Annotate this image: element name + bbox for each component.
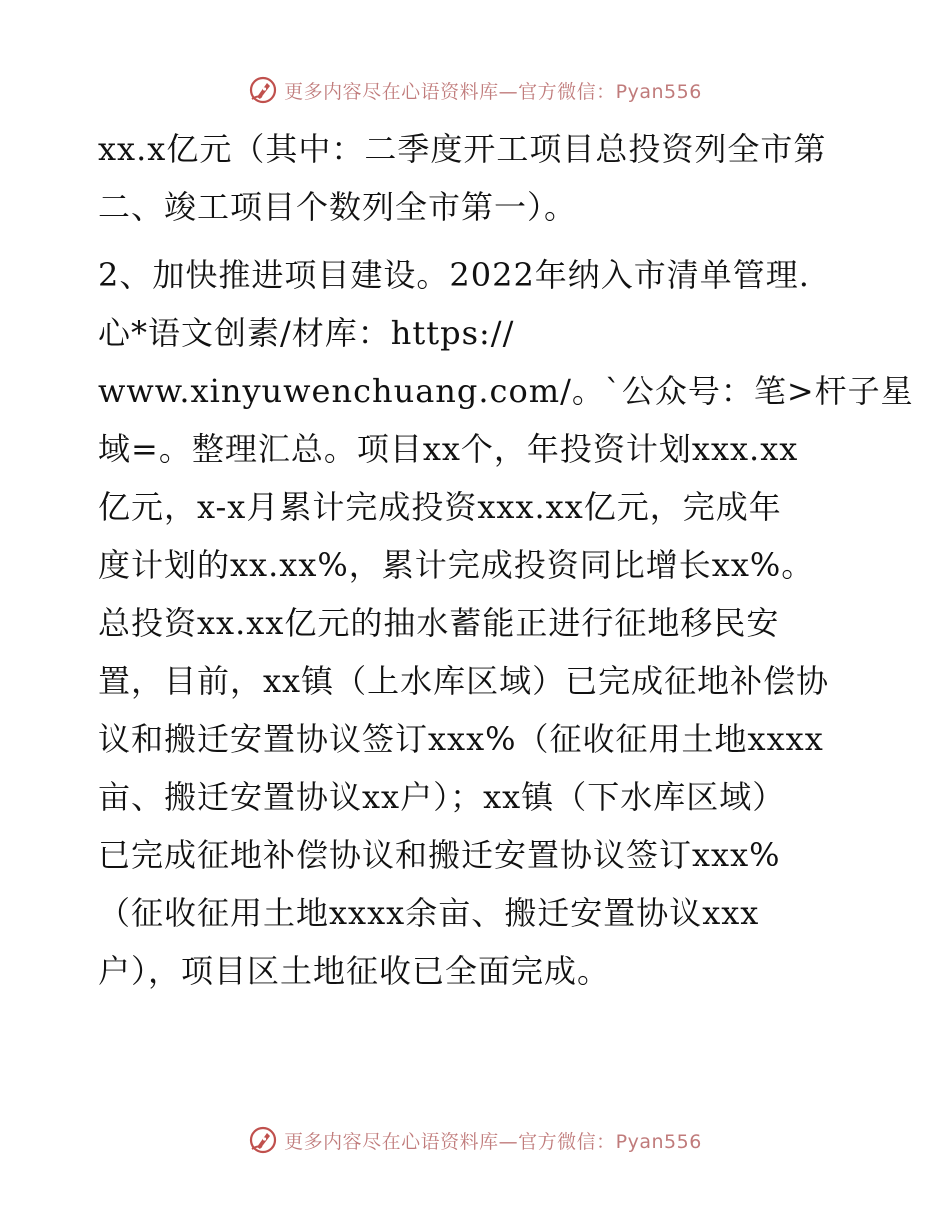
body-line: 域=。整理汇总。项目xx个，年投资计划xxx.xx	[98, 430, 799, 468]
body-line: 亿元，x-x月累计完成投资xxx.xx亿元，完成年	[98, 488, 782, 526]
body-line: 心*语文创素/材库：https://	[98, 314, 515, 352]
header-site-text: 更多内容尽在心语资料库	[284, 80, 499, 103]
pen-nib-logo-icon	[248, 1125, 278, 1155]
header-separator: —	[498, 80, 519, 103]
header-banner	[0, 70, 950, 110]
body-line: xx.x亿元（其中：二季度开工项目总投资列全市第	[98, 130, 827, 168]
footer-site-text: 更多内容尽在心语资料库	[284, 1130, 499, 1153]
body-line: （征收征用土地xxxx余亩、搬迁安置协议xxx	[98, 894, 760, 932]
header-banner-text	[284, 77, 702, 104]
footer-banner-text	[284, 1127, 702, 1154]
body-line: 已完成征地补偿协议和搬迁安置协议签订xxx%	[98, 836, 781, 874]
footer-banner	[0, 1120, 950, 1160]
body-line: 置，目前，xx镇（上水库区域）已完成征地补偿协	[98, 662, 830, 700]
body-line: 二、竣工项目个数列全市第一）。	[98, 188, 578, 226]
body-line: 议和搬迁安置协议签订xxx%（征收征用土地xxxx	[98, 720, 824, 758]
body-line: 户），项目区土地征收已全面完成。	[98, 952, 611, 990]
document-body	[98, 120, 914, 1000]
footer-wechat-text: 官方微信：Pyan556	[518, 1130, 702, 1153]
body-line: 亩、搬迁安置协议xx户）；xx镇（下水库区域）	[98, 778, 786, 816]
body-line: 总投资xx.xx亿元的抽水蓄能正进行征地移民安	[98, 604, 780, 642]
header-wechat-text: 官方微信：Pyan556	[518, 80, 702, 103]
footer-separator: —	[498, 1130, 519, 1153]
pen-nib-logo-icon	[248, 75, 278, 105]
body-line: 度计划的xx.xx%，累计完成投资同比增长xx%。	[98, 546, 815, 584]
body-line: 2、加快推进项目建设。2022年纳入市清单管理.	[98, 256, 810, 294]
body-line: www.xinyuwenchuang.com/。`公众号：笔>杆子星	[98, 372, 914, 410]
